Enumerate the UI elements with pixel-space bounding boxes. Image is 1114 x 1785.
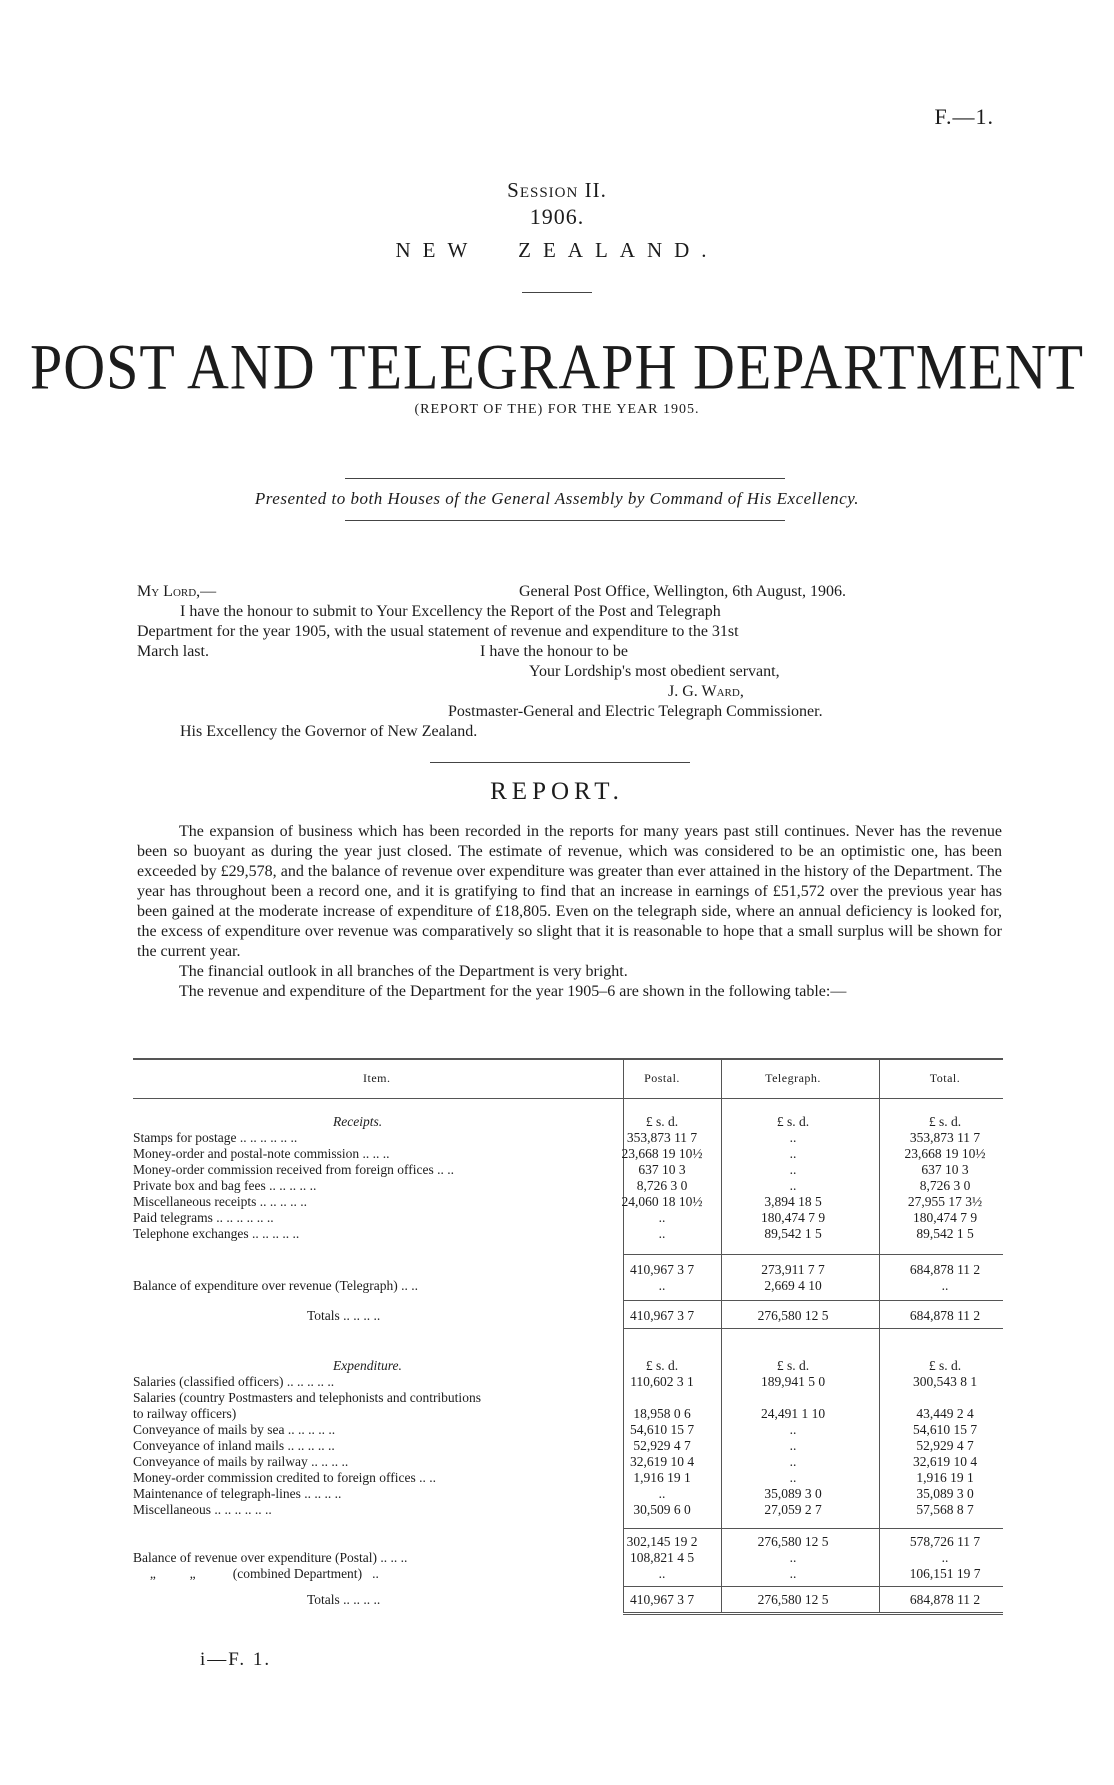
row-total: 180,474 7 9 [912,1210,978,1225]
currency-header: £ s. d. [928,1358,962,1373]
row-telegraph: 180,474 7 9 [760,1210,826,1225]
report-heading: REPORT. [490,778,624,805]
row-telegraph: .. [789,1146,797,1161]
row-item: Conveyance of mails by sea .. .. .. .. .. [133,1422,336,1437]
row-telegraph: 189,941 5 0 [760,1374,826,1389]
receipts-heading: Receipts. [333,1114,383,1129]
table-row [133,1438,1003,1454]
currency-header: £ s. d. [645,1114,679,1129]
receipts-heading-row [133,1114,1003,1130]
table-row [133,1406,1003,1422]
row-postal: 410,967 3 7 [629,1308,695,1323]
row-total: 32,619 10 4 [912,1454,978,1469]
table-row [133,1146,1003,1162]
row-total: 8,726 3 0 [919,1178,971,1193]
row-total: 353,873 11 7 [909,1130,981,1145]
row-total: 1,916 19 1 [916,1470,974,1485]
letter-position: Postmaster-General and Electric Telegraph Commissioner. [448,703,823,720]
subtotal-rule [623,1254,1003,1255]
balance-row [133,1566,1003,1582]
divider [522,292,592,293]
totals-rule [623,1612,1003,1615]
row-item: Paid telegrams .. .. .. .. .. .. [133,1210,274,1225]
row-telegraph: 276,580 12 5 [757,1592,829,1607]
currency-header: £ s. d. [645,1358,679,1373]
subtotal-rule [623,1528,1003,1529]
row-telegraph: .. [789,1178,797,1193]
row-item: Private box and bag fees .. .. .. .. .. [133,1178,317,1193]
page-reference: F.—1. [934,104,994,129]
row-postal: 52,929 4 7 [633,1438,691,1453]
header-postal: Postal. [644,1071,680,1085]
divider [430,762,690,763]
row-postal: 108,821 4 5 [629,1550,695,1565]
row-postal: .. [658,1566,666,1581]
table-row [133,1374,1003,1390]
row-postal: 24,060 18 10½ [621,1194,703,1209]
row-total: 43,449 2 4 [916,1406,974,1421]
row-item: Conveyance of inland mails .. .. .. .. .. [133,1438,335,1453]
subtotal-row [133,1262,1003,1278]
year-label: 1906. [529,204,585,229]
row-item: Balance of expenditure over revenue (Telegraph) .. .. [133,1278,419,1293]
row-total: 23,668 19 10½ [904,1146,986,1161]
row-total: 89,542 1 5 [916,1226,974,1241]
row-postal: 410,967 3 7 [629,1592,695,1607]
document-subtitle: (REPORT OF THE) FOR THE YEAR 1905. [414,402,700,417]
balance-row [133,1550,1003,1566]
row-item: to railway officers) [133,1406,237,1421]
row-postal: 54,610 15 7 [629,1422,695,1437]
letter-line: March last. [137,643,209,660]
row-total: 684,878 11 2 [909,1308,981,1323]
row-total: 54,610 15 7 [912,1422,978,1437]
row-item: „ „ (combined Department) .. [133,1566,379,1581]
table-row [133,1502,1003,1518]
table-rule [133,1058,1003,1060]
header-total: Total. [929,1071,961,1085]
letter-line: Department for the year 1905, with the usual statement of revenue and expenditure to the 31st [137,623,739,640]
row-total: 106,151 19 7 [909,1566,981,1581]
row-telegraph: 276,580 12 5 [757,1534,829,1549]
session-label: Session II. [507,178,607,202]
table-header-row [133,1070,1003,1086]
row-postal: 1,916 19 1 [633,1470,691,1485]
divider [345,478,785,479]
row-postal: 302,145 19 2 [626,1534,698,1549]
table-row [133,1130,1003,1146]
table-row [133,1226,1003,1242]
row-telegraph: .. [789,1422,797,1437]
row-postal: .. [658,1210,666,1225]
row-item: Salaries (classified officers) .. .. .. .. .. [133,1374,335,1389]
row-item: Totals .. .. .. .. [307,1592,381,1607]
country-label: NEW ZEALAND. [395,238,719,262]
table-row [133,1470,1003,1486]
row-postal: 8,726 3 0 [636,1178,688,1193]
presented-line: Presented to both Houses of the General Assembly by Command of His Excellency. [254,489,860,508]
row-total: .. [941,1278,949,1293]
row-total: 684,878 11 2 [909,1592,981,1607]
currency-header: £ s. d. [776,1114,810,1129]
row-postal: 23,668 19 10½ [621,1146,703,1161]
table-row [133,1162,1003,1178]
totals-row [133,1308,1003,1324]
document-title: POST AND TELEGRAPH DEPARTMENT [29,330,1085,403]
row-postal: 353,873 11 7 [626,1130,698,1145]
row-total: 578,726 11 7 [909,1534,981,1549]
row-postal: .. [658,1278,666,1293]
row-telegraph: .. [789,1566,797,1581]
header-item: Item. [363,1071,391,1085]
row-telegraph: 2,669 4 10 [764,1278,822,1293]
row-total: .. [941,1550,949,1565]
expenditure-heading-row [133,1358,1003,1374]
row-item: Money-order and postal-note commission .. .. .. [133,1146,390,1161]
row-item: Stamps for postage .. .. .. .. .. .. [133,1130,298,1145]
row-telegraph: .. [789,1438,797,1453]
subtotal-row [133,1534,1003,1550]
row-item: Telephone exchanges .. .. .. .. .. [133,1226,300,1241]
table-row [133,1194,1003,1210]
divider [345,520,785,521]
row-total: 684,878 11 2 [909,1262,981,1277]
row-total: 35,089 3 0 [916,1486,974,1501]
revenue-expenditure-table [133,1058,1003,1628]
row-total: 300,543 8 1 [912,1374,978,1389]
report-paragraph: The revenue and expenditure of the Department for the year 1905–6 are shown in the following table:— [179,983,847,1000]
table-rule [133,1098,1003,1099]
row-item: Miscellaneous .. .. .. .. .. .. [133,1502,272,1517]
table-row [133,1454,1003,1470]
row-telegraph: 24,491 1 10 [760,1406,826,1421]
row-postal: 18,958 0 6 [633,1406,691,1421]
report-paragraph: The expansion of business which has been recorded in the reports for many years past still continues. Never has the revenue been so buoyant as during the year just closed. The estimate of revenue, which was considered to be an optimistic one, has been exceeded by £29,578, and the balance of revenue over expenditure was greater than ever attained in the history of the Department. The year has throughout been a record one, and it is gratifying to find that an increase in earnings of £51,572 over the previous year has been gained at the moderate increase of expenditure of £18,805. Even on the telegraph side, where an annual deficiency is looked for, the excess of expenditure over revenue was comparatively so slight that it is reasonable to hope that a small surplus will be shown for the current year. [137,823,1002,960]
row-item: Maintenance of telegraph-lines .. .. .. .. [133,1486,342,1501]
row-telegraph: .. [789,1550,797,1565]
balance-row [133,1278,1003,1294]
table-row [133,1178,1003,1194]
letter-addressee: His Excellency the Governor of New Zealand. [180,723,478,740]
row-item: Totals .. .. .. .. [307,1308,381,1323]
row-item: Money-order commission credited to foreign offices .. .. [133,1470,437,1485]
row-item: Miscellaneous receipts .. .. .. .. .. [133,1194,307,1209]
expenditure-heading: Expenditure. [333,1358,402,1373]
row-postal: 410,967 3 7 [629,1262,695,1277]
letter-closing: Your Lordship's most obedient servant, [529,663,780,680]
row-postal: 637 10 3 [638,1162,686,1177]
row-telegraph: .. [789,1130,797,1145]
row-telegraph: 276,580 12 5 [757,1308,829,1323]
totals-row [133,1592,1003,1608]
table-row [133,1486,1003,1502]
table-row [133,1210,1003,1226]
currency-header: £ s. d. [928,1114,962,1129]
row-telegraph: 273,911 7 7 [761,1262,825,1277]
row-telegraph: 3,894 18 5 [764,1194,822,1209]
row-postal: 30,509 6 0 [633,1502,691,1517]
report-paragraph: The financial outlook in all branches of the Department is very bright. [179,963,628,980]
row-postal: 110,602 3 1 [630,1374,694,1389]
row-item: Money-order commission received from foreign offices .. .. [133,1162,455,1177]
letter-signature: J. G. Ward, [668,683,744,700]
salutation: My Lord,— [137,583,217,600]
table-row [133,1422,1003,1438]
row-total: 57,568 8 7 [916,1502,974,1517]
row-telegraph: 27,059 2 7 [764,1502,822,1517]
header-telegraph: Telegraph. [765,1071,821,1085]
row-postal: .. [658,1226,666,1241]
report-body [137,822,1002,1002]
row-total: 52,929 4 7 [916,1438,974,1453]
row-total: 27,955 17 3½ [907,1194,983,1209]
currency-header: £ s. d. [776,1358,810,1373]
dateline: General Post Office, Wellington, 6th August, 1906. [519,583,846,600]
row-telegraph: 35,089 3 0 [764,1486,822,1501]
totals-rule [623,1300,1003,1301]
row-telegraph: .. [789,1162,797,1177]
letter-closing: I have the honour to be [480,643,628,660]
letter-salutation [137,582,1007,602]
row-item: Conveyance of mails by railway .. .. .. .. [133,1454,349,1469]
row-item: Salaries (country Postmasters and telephonists and contributions [133,1390,481,1405]
row-telegraph: .. [789,1454,797,1469]
row-postal: 32,619 10 4 [629,1454,695,1469]
totals-rule [623,1328,1003,1329]
row-total: 637 10 3 [921,1162,969,1177]
totals-rule [623,1586,1003,1587]
page-footer: i—F. 1. [200,1649,272,1670]
table-row [133,1390,1003,1406]
row-postal: .. [658,1486,666,1501]
row-telegraph: 89,542 1 5 [764,1226,822,1241]
letter-line: I have the honour to submit to Your Excellency the Report of the Post and Telegraph [180,603,721,620]
row-item: Balance of revenue over expenditure (Postal) .. .. .. [133,1550,408,1565]
row-telegraph: .. [789,1470,797,1485]
